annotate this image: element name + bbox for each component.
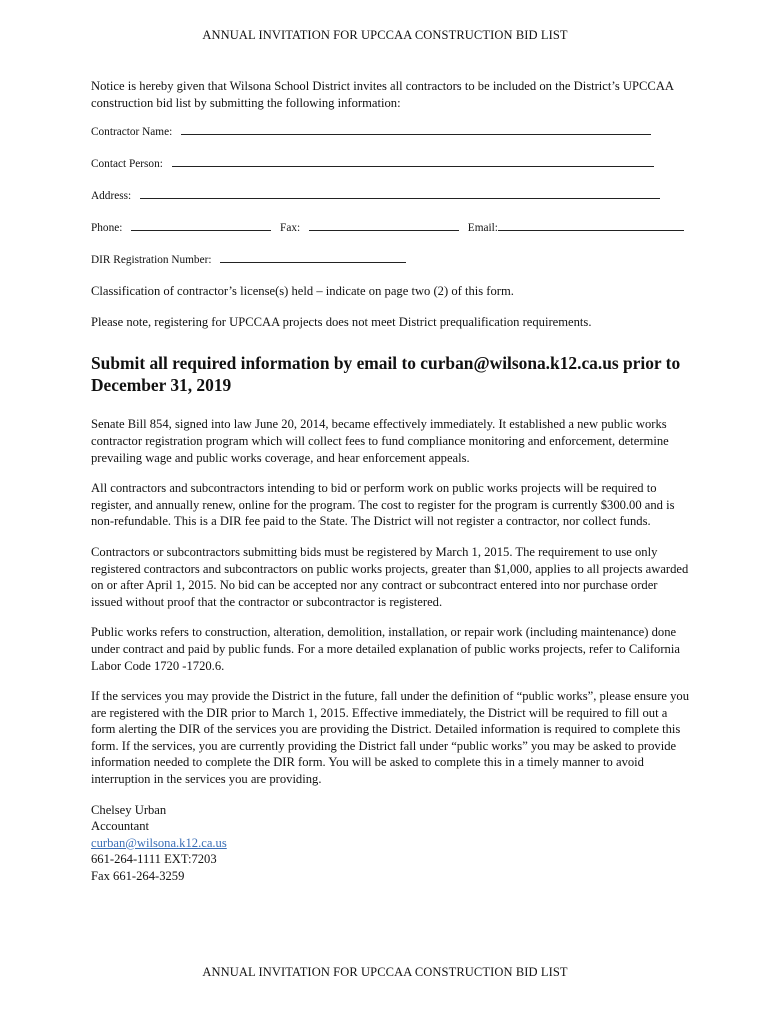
phone-fax-email-field (91, 219, 691, 235)
address-label: Address: (91, 190, 132, 203)
phone-label: Phone: (91, 222, 123, 235)
body-paragraph: All contractors and subcontractors intending to bid or perform work on public works projects will be required to register, and annually renew, online for the program. The cost to register for the program is currently $300.00 and is non-refundable. This is a DIR fee paid to the State. The District will not register a contractor, nor collect funds. (91, 481, 675, 529)
dir-registration-blank[interactable] (220, 251, 406, 263)
phone-blank[interactable] (131, 219, 271, 231)
notice-paragraph: Notice is hereby given that Wilsona School District invites all contractors to be included on the District’s UPCCAA construction bid list by submitting the following information: (91, 79, 674, 110)
document-body (91, 78, 691, 885)
email-label: Email: (467, 222, 498, 235)
signature-phone: 661-264-1111 EXT:7203 (91, 852, 217, 867)
submit-heading: Submit all required information by email to curban@wilsona.k12.ca.us prior to December 31, 2019 (91, 353, 681, 396)
signature-name: Chelsey Urban (91, 802, 167, 817)
address-field (91, 187, 691, 203)
fax-label: Fax: (280, 222, 301, 235)
signature-title: Accountant (91, 819, 150, 834)
page-header: ANNUAL INVITATION FOR UPCCAA CONSTRUCTION BID LIST (202, 28, 568, 42)
fax-blank[interactable] (309, 219, 459, 231)
body-paragraph: Public works refers to construction, alteration, demolition, installation, or repair work (including maintenance) done under contract and paid by public funds. For a more detailed explanation of public works projects, refer to California Labor Code 1720 -1720.6. (91, 625, 680, 673)
contact-person-label: Contact Person: (91, 158, 163, 171)
signature-email-link[interactable]: curban@wilsona.k12.ca.us (91, 835, 227, 850)
dir-registration-field (91, 251, 691, 267)
classification-note: Classification of contractor’s license(s) held – indicate on page two (2) of this form. (91, 284, 514, 299)
body-paragraph: If the services you may provide the District in the future, fall under the definition of “public works”, please ensure you are registered with the DIR prior to March 1, 2015. Effective immediately, the District will be required to fill out a form alerting the DIR of the services you are providing the District. Detailed information is required to complete this form. If the services, you are currently providing the District fall under “public works” you may be asked to provide information needed to complete the DIR form. You will be asked to complete this in a timely manner to avoid interruption in the services you are providing. (91, 689, 690, 787)
signature-fax: Fax 661-264-3259 (91, 869, 185, 884)
contact-person-blank[interactable] (172, 155, 654, 167)
body-paragraph: Contractors or subcontractors submitting bids must be registered by March 1, 2015. The requirement to use only registered contractors and subcontractors on public works projects, greater than $1,000, applies to all projects awarded on or after April 1, 2015. No bid can be accepted nor any contract or subcontract entered into nor purchase order issued without proof that the contractor or subcontractor is registered. (91, 544, 689, 609)
body-paragraph: Senate Bill 854, signed into law June 20, 2014, became effectively immediately. It established a new public works contractor registration program which will collect fees to fund compliance monitoring and enforcement, determine prevailing wage and public works coverage, and hear enforcement appeals. (91, 417, 669, 465)
page-footer: ANNUAL INVITATION FOR UPCCAA CONSTRUCTION BID LIST (202, 965, 568, 979)
contact-person-field (91, 155, 691, 171)
contractor-name-field (91, 123, 691, 139)
contractor-name-label: Contractor Name: (91, 126, 173, 139)
prequalification-note: Please note, registering for UPCCAA projects does not meet District prequalification requirements. (91, 314, 592, 329)
signature-block (91, 802, 691, 885)
address-blank[interactable] (140, 187, 660, 199)
dir-registration-label: DIR Registration Number: (91, 254, 212, 267)
contractor-name-blank[interactable] (181, 123, 651, 135)
email-blank[interactable] (498, 219, 684, 231)
